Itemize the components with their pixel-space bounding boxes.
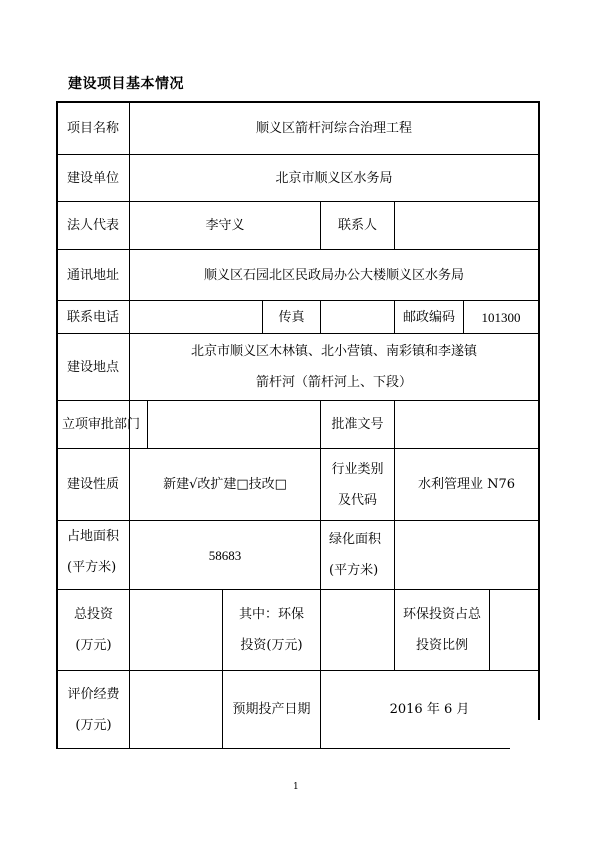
expected-date-value: 2016 年 6 月 xyxy=(389,702,470,717)
address-value: 顺义区石园北区民政局办公大楼顺义区水务局 xyxy=(203,267,464,283)
area-label-line-2: (平方米) xyxy=(67,560,117,575)
legal-rep-label: 法人代表 xyxy=(67,218,120,233)
phone-label: 联系电话 xyxy=(67,309,120,325)
location-value xyxy=(130,334,538,400)
industry-label-line-2: 及代码 xyxy=(337,492,377,508)
green-label xyxy=(321,521,394,589)
legal-rep-value: 李守义 xyxy=(205,218,245,233)
env-ratio-label-line-1: 环保投资占总 xyxy=(402,607,481,622)
env-ratio-label xyxy=(395,590,489,670)
invest-label xyxy=(58,590,129,670)
location-line-2: 箭杆河（箭杆河上、下段） xyxy=(255,375,412,390)
env-invest-value xyxy=(321,590,394,670)
phone-value xyxy=(130,301,262,333)
eval-fee-label-line-2: (万元) xyxy=(75,717,112,733)
table-border-bottom xyxy=(56,748,510,749)
green-value xyxy=(395,521,538,589)
approval-dept-label: 立项审批部门 xyxy=(62,417,141,432)
approval-dept-value xyxy=(148,401,320,448)
env-invest-label-line-2: 投资(万元) xyxy=(240,638,303,653)
location-label: 建设地点 xyxy=(67,359,120,375)
green-label-line-1: 绿化面积 xyxy=(329,532,382,547)
industry-label xyxy=(321,449,394,520)
fax-value xyxy=(321,301,394,333)
project-name-label: 项目名称 xyxy=(67,120,120,136)
eval-fee-label xyxy=(58,671,129,748)
invest-value xyxy=(130,590,222,670)
eval-fee-label-line-1: 评价经费 xyxy=(67,686,120,702)
green-label-line-2: (平方米) xyxy=(329,563,379,578)
eval-fee-value xyxy=(130,671,222,748)
industry-label-line-1: 行业类别 xyxy=(331,461,384,477)
env-invest-label-line-1: 其中：环保 xyxy=(238,607,304,622)
project-info-table xyxy=(56,101,540,749)
invest-label-line-1: 总投资 xyxy=(73,607,113,622)
approval-no-label: 批准文号 xyxy=(331,417,384,432)
area-label-line-1: 占地面积 xyxy=(67,529,120,544)
location-line-1: 北京市顺义区木林镇、北小营镇、南彩镇和李遂镇 xyxy=(190,344,477,359)
area-label xyxy=(58,521,129,589)
fax-label: 传真 xyxy=(278,309,305,325)
nature-value: 新建√改扩建□技改□ xyxy=(163,477,287,492)
unit-value: 北京市顺义区水务局 xyxy=(275,170,393,186)
area-value: 58683 xyxy=(208,547,242,563)
contact-label: 联系人 xyxy=(337,218,377,233)
address-label: 通讯地址 xyxy=(67,267,120,283)
approval-no-value xyxy=(395,401,538,448)
unit-label: 建设单位 xyxy=(67,170,120,186)
table-border-right xyxy=(538,101,540,720)
env-invest-label xyxy=(223,590,320,670)
expected-date-label: 预期投产日期 xyxy=(232,702,311,717)
env-ratio-label-line-2: 投资比例 xyxy=(415,638,468,653)
nature-label: 建设性质 xyxy=(67,477,120,492)
postcode-label: 邮政编码 xyxy=(402,309,455,325)
contact-value xyxy=(395,202,538,249)
project-name-value: 顺义区箭杆河综合治理工程 xyxy=(255,120,412,136)
document-heading: 建设项目基本情况 xyxy=(68,76,184,92)
invest-label-line-2: (万元) xyxy=(75,638,112,653)
industry-value: 水利管理业 N76 xyxy=(417,477,516,492)
postcode-value: 101300 xyxy=(481,309,521,325)
page-number: 1 xyxy=(293,782,299,792)
env-ratio-value xyxy=(490,590,538,670)
